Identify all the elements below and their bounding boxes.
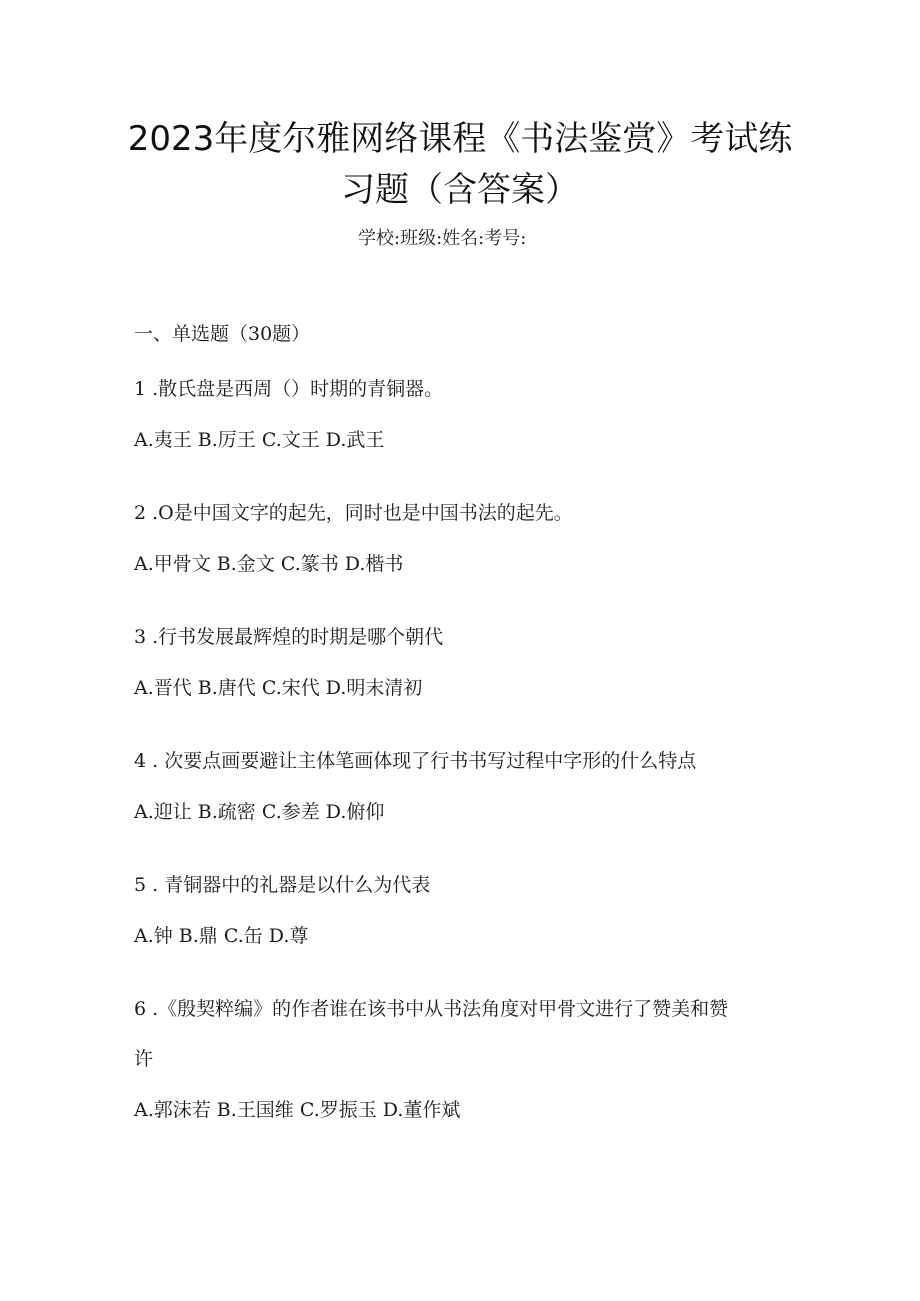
question-5-options: A.钟 B.鼎 C.缶 D.尊 [134,925,309,947]
question-1-text: 1 .散氏盘是西周（）时期的青铜器。 [134,378,444,400]
question-5-text: 5 . 青铜器中的礼器是以什么为代表 [134,874,431,896]
question-4-text: 4 . 次要点画要避让主体笔画体现了行书书写过程中字形的什么特点 [134,750,697,772]
question-3-options: A.晋代 B.唐代 C.宋代 D.明末清初 [134,677,423,699]
question-2-text: 2 .O是中国文字的起先，同时也是中国书法的起先。 [134,502,573,524]
question-3-text: 3 .行书发展最辉煌的时期是哪个朝代 [134,626,444,648]
question-2-options: A.甲骨文 B.金文 C.篆书 D.楷书 [134,553,404,575]
question-1-options: A.夷王 B.厉王 C.文王 D.武王 [134,429,385,451]
document-title-line-1: 2023年度尔雅网络课程《书法鉴赏》考试练 [127,119,793,159]
question-6-options: A.郭沫若 B.王国维 C.罗振玉 D.董作斌 [134,1099,461,1121]
question-4-options: A.迎让 B.疏密 C.参差 D.俯仰 [134,801,385,823]
document-title-line-2: 习题（含答案） [341,170,579,210]
question-6-text-line-2: 许 [134,1048,154,1070]
section-heading: 一、单选题（30题） [134,323,311,345]
student-info-line: 学校:班级:姓名:考号: [358,228,527,249]
question-6-text-line-1: 6 .《殷契粹编》的作者谁在该书中从书法角度对甲骨文进行了赞美和赞 [134,998,729,1020]
